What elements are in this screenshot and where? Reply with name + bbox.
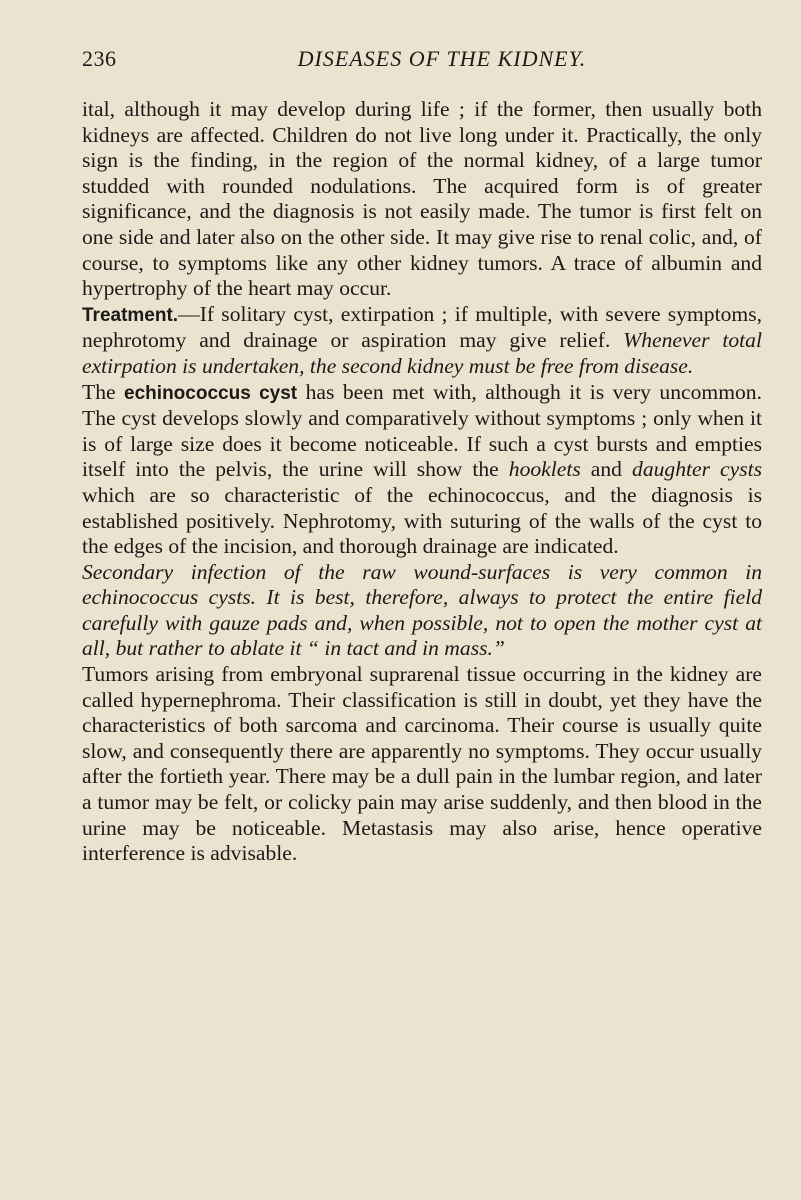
paragraph-1: ital, although it may develop during life ; if the former, then usually both kidneys are affected. Children do not live long under it. Practically, the only sign is the finding, in the region of the normal kidney, of a large tumor studded with rounded nodulations. The acquired form is of greater significance, and the diagnosis is not easily made. The tumor is first felt on one side and later also on the other side. It may give rise to renal colic, and, of course, to symptoms like any other kidney tumors. A trace of albumin and hypertrophy of the heart may occur.	[82, 97, 762, 301]
paragraph-3-pre: The	[82, 379, 125, 404]
paragraph-3-text-3: which are so characteristic of the echinococcus, and the diagnosis is established positively. Nephrotomy, with suturing of the walls of the cyst to the edges of the incision, and thorough drainage are indicated.	[82, 482, 762, 559]
paragraph-3-text-1: has been met with, although it is very uncommon. The cyst develops slowly and comparatively without symptoms ; only when it is of large size does it become noticeable. If such a cyst bursts and empties itself into the pelvis, the urine will show the	[82, 379, 762, 482]
running-head: DISEASES OF THE KIDNEY.	[297, 46, 587, 71]
body-text	[82, 97, 762, 867]
paragraph-2-italic: Whenever total extirpation is undertaken, the second kidney must be free from disease.	[82, 328, 762, 378]
page-number: 236	[82, 46, 117, 71]
daughter-cysts-term: daughter cysts	[632, 457, 762, 482]
paragraph-2	[82, 302, 762, 380]
paragraph-3	[82, 380, 762, 560]
paragraph-3-text-2: and	[580, 457, 633, 482]
paragraph-5: Tumors arising from embryonal suprarenal tissue occurring in the kidney are called hypernephroma. Their classification is still in doubt, yet they have the characteristics of both sarcoma and carcinoma. Their course is usually quite slow, and consequently there are apparently no symptoms. They occur usually after the fortieth year. There may be a dull pain in the lumbar region, and later a tumor may be felt, or colicky pain may arise suddenly, and then blood in the urine may be noticeable. Metastasis may also arise, hence operative interference is advisable.	[82, 662, 762, 866]
treatment-heading: Treatment.	[82, 304, 179, 326]
paragraph-4: Secondary infection of the raw wound-surfaces is very common in echinococcus cysts. It is best, therefore, always to protect the entire field carefully with gauze pads and, when possible, not to open the mother cyst at all, but rather to ablate it “ in tact and in mass.”	[82, 559, 762, 661]
book-page	[82, 44, 762, 867]
echinococcus-term: echinococcus cyst	[124, 382, 298, 404]
hooklets-term: hooklets	[508, 457, 581, 482]
paragraph-2-text: —If solitary cyst, extirpation ; if multiple, with severe symptoms, nephrotomy and drainage or aspiration may give relief.	[82, 301, 762, 353]
page-header	[82, 44, 762, 80]
